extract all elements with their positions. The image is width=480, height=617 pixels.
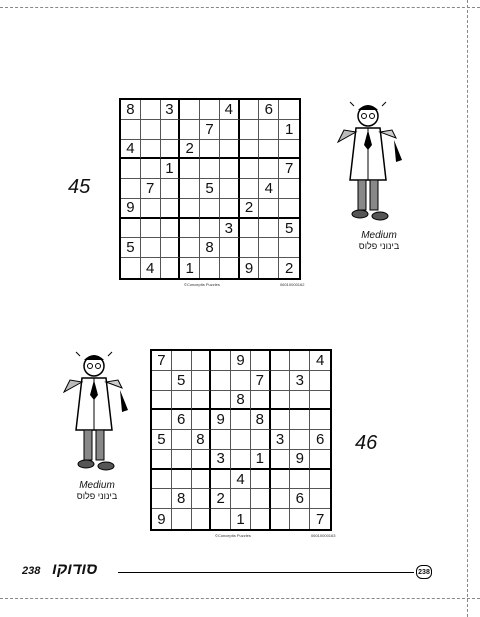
given-cell: 9	[152, 509, 172, 529]
given-cell: 8	[251, 410, 271, 430]
empty-cell[interactable]	[180, 159, 200, 179]
empty-cell[interactable]	[161, 140, 181, 160]
empty-cell[interactable]	[161, 179, 181, 199]
empty-cell[interactable]	[279, 179, 299, 199]
empty-cell[interactable]	[310, 410, 330, 430]
empty-cell[interactable]	[231, 450, 251, 470]
given-cell: 9	[290, 450, 310, 470]
empty-cell[interactable]	[240, 238, 260, 258]
empty-cell[interactable]	[310, 489, 330, 509]
given-cell: 2	[284, 259, 294, 277]
empty-cell[interactable]	[220, 258, 240, 278]
empty-cell[interactable]	[240, 140, 260, 160]
empty-cell[interactable]	[192, 410, 212, 430]
given-cell: 2	[211, 489, 231, 509]
empty-cell[interactable]	[231, 371, 251, 391]
empty-cell[interactable]	[180, 219, 200, 239]
empty-cell[interactable]	[251, 430, 271, 450]
given-cell: 8	[172, 489, 192, 509]
sudoku-grid-45	[119, 98, 301, 280]
given-cell: 3	[290, 371, 310, 391]
empty-cell[interactable]	[141, 199, 161, 219]
given-cell: 3	[161, 100, 181, 120]
given-cell: 8	[192, 430, 212, 450]
empty-cell[interactable]	[121, 120, 141, 140]
empty-cell[interactable]	[310, 450, 330, 470]
empty-cell[interactable]	[240, 100, 260, 120]
empty-cell[interactable]	[172, 470, 192, 490]
empty-cell[interactable]	[200, 100, 220, 120]
empty-cell[interactable]	[271, 489, 291, 509]
top-cut-line	[0, 7, 480, 8]
empty-cell[interactable]	[220, 120, 240, 140]
empty-cell[interactable]	[152, 450, 172, 470]
given-cell: 8	[121, 100, 141, 120]
given-cell: 7	[152, 351, 172, 371]
given-cell: 4	[231, 470, 251, 490]
given-cell: 1	[279, 120, 299, 140]
empty-cell[interactable]	[259, 258, 279, 278]
empty-cell[interactable]	[161, 199, 181, 219]
empty-cell[interactable]	[211, 509, 231, 529]
given-cell: 2	[180, 140, 200, 160]
given-cell: 9	[240, 258, 260, 278]
empty-cell[interactable]	[251, 470, 271, 490]
empty-cell[interactable]	[290, 509, 310, 529]
empty-cell[interactable]	[180, 120, 200, 140]
given-cell: 3	[211, 450, 231, 470]
empty-cell[interactable]	[141, 120, 161, 140]
empty-cell[interactable]	[231, 430, 251, 450]
empty-cell[interactable]	[279, 100, 299, 120]
empty-cell[interactable]	[192, 391, 212, 411]
given-cell: 6	[172, 410, 192, 430]
given-cell: 1	[180, 258, 200, 278]
empty-cell[interactable]	[121, 219, 141, 239]
puzzle-number-45: 45	[68, 176, 91, 198]
footer-rule	[118, 572, 414, 573]
empty-cell[interactable]	[220, 140, 240, 160]
empty-cell[interactable]	[290, 391, 310, 411]
given-cell: 5	[121, 238, 141, 258]
empty-cell[interactable]	[310, 470, 330, 490]
difficulty-label-46: Medium	[79, 480, 115, 491]
empty-cell[interactable]	[259, 199, 279, 219]
empty-cell[interactable]	[152, 470, 172, 490]
given-cell: 6	[290, 489, 310, 509]
empty-cell[interactable]	[290, 410, 310, 430]
empty-cell[interactable]	[211, 430, 231, 450]
given-cell: 4	[259, 179, 279, 199]
empty-cell[interactable]	[231, 489, 251, 509]
empty-cell[interactable]	[240, 179, 260, 199]
empty-cell[interactable]	[172, 351, 192, 371]
empty-cell[interactable]	[310, 391, 330, 411]
puzzle-number-46: 46	[355, 432, 378, 454]
given-cell: 7	[200, 120, 220, 140]
empty-cell[interactable]	[271, 351, 291, 371]
empty-cell[interactable]	[240, 120, 260, 140]
empty-cell[interactable]	[279, 199, 299, 219]
empty-cell[interactable]	[121, 258, 141, 278]
empty-cell[interactable]	[141, 219, 161, 239]
empty-cell[interactable]	[121, 179, 141, 199]
given-cell: 1	[251, 450, 271, 470]
given-cell: 7	[141, 179, 161, 199]
given-cell: 4	[141, 258, 161, 278]
difficulty-hebrew-45: בינוני פלוס	[358, 241, 400, 251]
scientist-illustration-icon	[56, 350, 136, 480]
empty-cell[interactable]	[271, 371, 291, 391]
given-cell: 5	[200, 179, 220, 199]
given-cell: 8	[200, 238, 220, 258]
page-number: 238	[22, 565, 41, 577]
empty-cell[interactable]	[152, 371, 172, 391]
empty-cell[interactable]	[271, 470, 291, 490]
given-cell: 6	[259, 100, 279, 120]
empty-cell[interactable]	[271, 410, 291, 430]
empty-cell[interactable]	[211, 351, 231, 371]
empty-cell[interactable]	[172, 509, 192, 529]
given-cell: 5	[152, 430, 172, 450]
empty-cell[interactable]	[161, 219, 181, 239]
empty-cell[interactable]	[271, 391, 291, 411]
empty-cell[interactable]	[220, 238, 240, 258]
empty-cell[interactable]	[180, 199, 200, 219]
given-cell: 5	[172, 371, 192, 391]
sudoku-logo: סודוקו	[52, 561, 98, 578]
empty-cell[interactable]	[192, 489, 212, 509]
copyright-45: ©Conceptis Puzzles	[184, 282, 220, 287]
page-badge: 238	[416, 565, 432, 579]
empty-cell[interactable]	[231, 410, 251, 430]
empty-cell[interactable]	[211, 391, 231, 411]
given-cell: 3	[220, 219, 240, 239]
empty-cell[interactable]	[172, 391, 192, 411]
empty-cell[interactable]	[279, 140, 299, 160]
given-cell: 5	[279, 219, 299, 239]
empty-cell[interactable]	[161, 258, 181, 278]
given-cell: 1	[231, 509, 251, 529]
empty-cell[interactable]	[172, 450, 192, 470]
empty-cell[interactable]	[200, 140, 220, 160]
empty-cell[interactable]	[220, 199, 240, 219]
empty-cell[interactable]	[180, 100, 200, 120]
empty-cell[interactable]	[220, 179, 240, 199]
empty-cell[interactable]	[161, 120, 181, 140]
given-cell: 7	[279, 159, 299, 179]
empty-cell[interactable]	[180, 179, 200, 199]
empty-cell[interactable]	[251, 351, 271, 371]
empty-cell[interactable]	[161, 238, 181, 258]
right-cut-line	[467, 0, 468, 617]
difficulty-hebrew-46: בינוני פלוס	[76, 491, 118, 501]
empty-cell[interactable]	[141, 140, 161, 160]
empty-cell[interactable]	[180, 238, 200, 258]
given-cell: 2	[240, 199, 260, 219]
empty-cell[interactable]	[251, 489, 271, 509]
empty-cell[interactable]	[200, 219, 220, 239]
empty-cell[interactable]	[141, 159, 161, 179]
empty-cell[interactable]	[259, 159, 279, 179]
empty-cell[interactable]	[310, 371, 330, 391]
empty-cell[interactable]	[192, 470, 212, 490]
copyright-46: ©Conceptis Puzzles	[215, 533, 251, 538]
empty-cell[interactable]	[152, 410, 172, 430]
empty-cell[interactable]	[200, 199, 220, 219]
empty-cell[interactable]	[152, 489, 172, 509]
empty-cell[interactable]	[240, 159, 260, 179]
empty-cell[interactable]	[211, 371, 231, 391]
difficulty-label-45: Medium	[361, 230, 397, 241]
empty-cell[interactable]	[259, 120, 279, 140]
empty-cell[interactable]	[192, 509, 212, 529]
sudoku-grid-46	[150, 349, 332, 531]
given-cell: 3	[271, 430, 291, 450]
empty-cell[interactable]	[271, 509, 291, 529]
empty-cell[interactable]	[200, 159, 220, 179]
empty-cell[interactable]	[200, 258, 220, 278]
empty-cell[interactable]	[192, 351, 212, 371]
bottom-cut-line	[0, 598, 480, 599]
empty-cell[interactable]	[290, 430, 310, 450]
empty-cell[interactable]	[259, 238, 279, 258]
given-cell: 4	[310, 351, 330, 371]
given-cell: 9	[231, 351, 251, 371]
given-cell: 6	[310, 430, 330, 450]
empty-cell[interactable]	[279, 238, 299, 258]
puzzle-code-46: 06010000163	[311, 533, 336, 538]
empty-cell[interactable]	[290, 470, 310, 490]
scientist-illustration-icon	[330, 100, 410, 230]
given-cell: 9	[211, 410, 231, 430]
empty-cell[interactable]	[220, 159, 240, 179]
empty-cell[interactable]	[211, 470, 231, 490]
empty-cell[interactable]	[141, 238, 161, 258]
empty-cell[interactable]	[290, 351, 310, 371]
given-cell: 8	[231, 391, 251, 411]
empty-cell[interactable]	[251, 391, 271, 411]
empty-cell[interactable]	[259, 219, 279, 239]
empty-cell[interactable]	[240, 219, 260, 239]
given-cell: 4	[220, 100, 240, 120]
empty-cell[interactable]	[192, 371, 212, 391]
empty-cell[interactable]	[271, 450, 291, 470]
given-cell: 7	[251, 371, 271, 391]
given-cell: 9	[121, 199, 141, 219]
given-cell: 1	[161, 159, 181, 179]
empty-cell[interactable]	[259, 140, 279, 160]
empty-cell[interactable]	[192, 450, 212, 470]
empty-cell[interactable]	[172, 430, 192, 450]
empty-cell[interactable]	[251, 509, 271, 529]
puzzle-code-45: 06010000162	[280, 282, 305, 287]
given-cell: 4	[121, 140, 141, 160]
given-cell: 7	[315, 510, 325, 528]
empty-cell[interactable]	[152, 391, 172, 411]
empty-cell[interactable]	[121, 159, 141, 179]
empty-cell[interactable]	[141, 100, 161, 120]
